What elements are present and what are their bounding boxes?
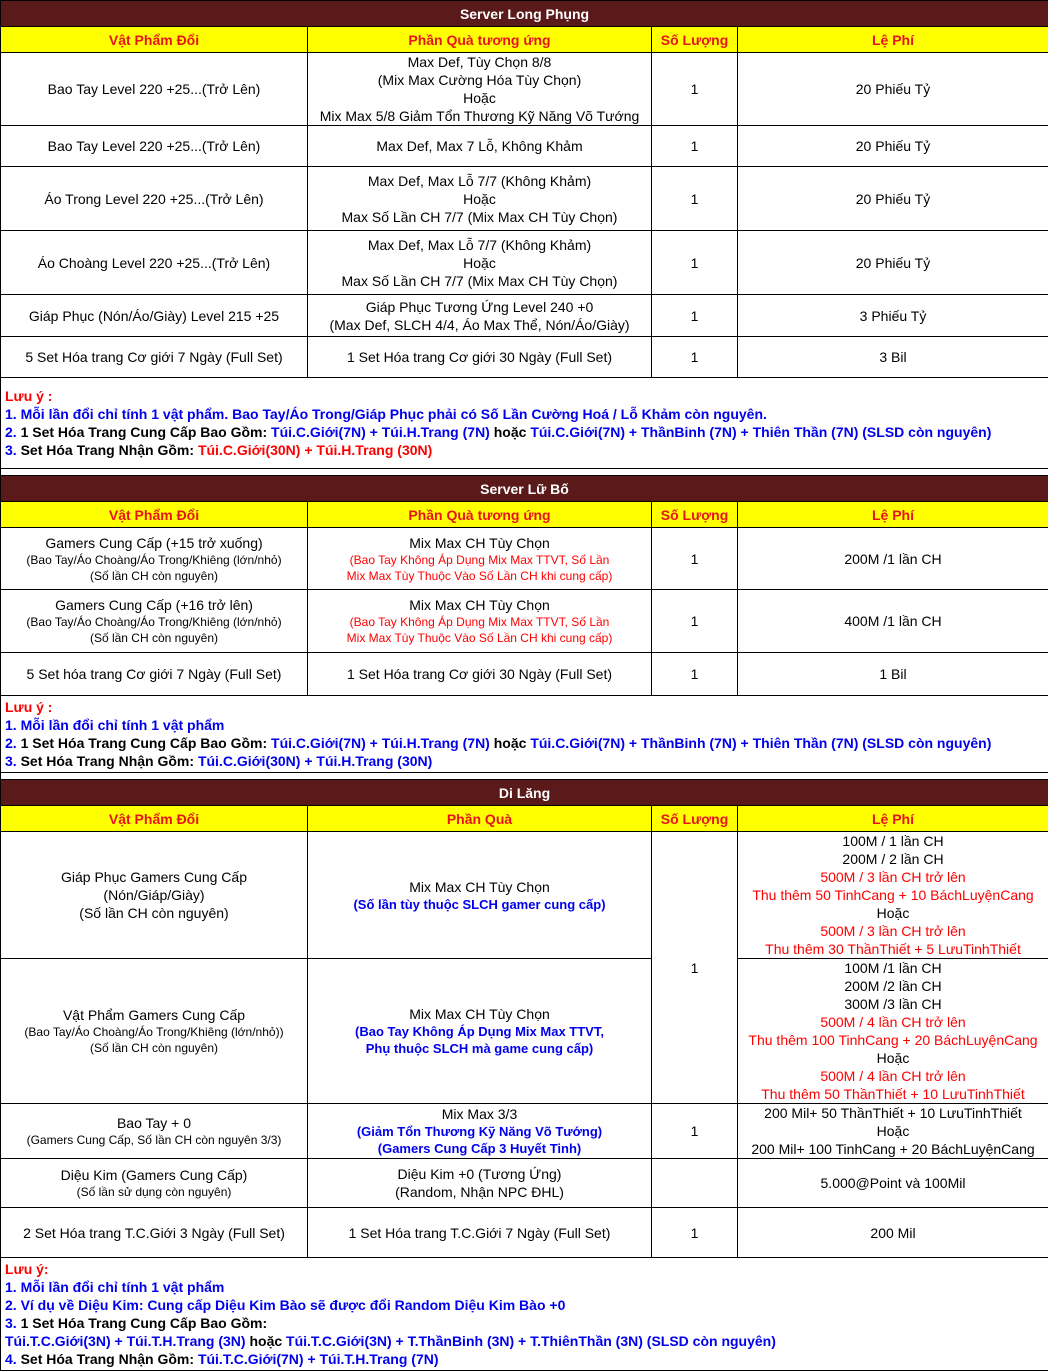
- item-sub: (Số lần sử dụng còn nguyên): [1, 1184, 307, 1200]
- note-value: Túi.T.C.Giới(7N) + Túi.T.H.Trang (7N): [198, 1351, 439, 1367]
- note-num: 1.: [5, 717, 17, 733]
- note-num: 1.: [5, 406, 17, 422]
- reward-cell: Max Def, Max 7 Lỗ, Không Khảm: [308, 126, 652, 167]
- note-line: 1. Mỗi lần đổi chỉ tính 1 vật phẩm: [5, 1278, 1044, 1296]
- reward-cell: [308, 167, 652, 231]
- note-or: hoặc: [490, 424, 530, 440]
- reward-cell: [308, 959, 652, 1104]
- note-line: [5, 1350, 1044, 1368]
- qty-cell: 1: [652, 590, 738, 653]
- note-num: 2.: [5, 735, 17, 751]
- section-title-lu-bo: Server Lữ Bố: [1, 476, 1048, 502]
- item-cell: [1, 832, 308, 959]
- header-fee: Lệ Phí: [738, 806, 1048, 832]
- reward-cell: [308, 528, 652, 590]
- reward-title: Mix Max 3/3: [308, 1105, 651, 1123]
- note-label: 1 Set Hóa Trang Cung Cấp Bao Gồm:: [17, 735, 271, 751]
- note-heading: Lưu ý:: [5, 1260, 1044, 1278]
- reward-note: (Bao Tay Không Áp Dụng Mix Max TTVT,: [308, 1023, 651, 1040]
- note-line: [5, 441, 1044, 459]
- fee-cell: 5.000@Point và 100Mil: [738, 1159, 1048, 1208]
- reward-cell: [308, 295, 652, 337]
- fee-cell: 400M /1 lần CH: [738, 590, 1048, 653]
- fee-line: Hoặc: [738, 1122, 1048, 1140]
- note-line: [5, 1332, 1044, 1350]
- reward-note: (Bao Tay Không Áp Dụng Mix Max TTVT, Số Lần: [308, 614, 651, 630]
- item-cell: [1, 528, 308, 590]
- section-title-di-lang: Di Lăng: [1, 780, 1048, 806]
- item-sub: (Số lần CH còn nguyên): [1, 630, 307, 646]
- item-title: Bao Tay + 0: [1, 1114, 307, 1132]
- header-reward: Phần Quà tương ứng: [308, 27, 652, 53]
- reward-note: Phụ thuộc SLCH mà game cung cấp): [308, 1040, 651, 1057]
- note-label: 1 Set Hóa Trang Cung Cấp Bao Gồm:: [17, 1315, 267, 1331]
- fee-cell: 20 Phiếu Tỷ: [738, 167, 1048, 231]
- fee-cell: 3 Phiếu Tỷ: [738, 295, 1048, 337]
- qty-cell: 1: [652, 653, 738, 696]
- item-sub: (Bao Tay/Áo Choàng/Áo Trong/Khiêng (lớn/nhỏ): [1, 552, 307, 568]
- fee-line: Hoặc: [738, 1049, 1048, 1067]
- fee-line: Thu thêm 100 TinhCang + 20 BáchLuyệnCang: [738, 1031, 1048, 1049]
- item-cell: [1, 959, 308, 1104]
- table-row: [1, 528, 1048, 590]
- table-row: [1, 832, 1048, 959]
- item-sub: (Số lần CH còn nguyên): [1, 1040, 307, 1056]
- reward-note: Mix Max Tùy Thuộc Vào Số Lần CH khi cung cấp): [308, 568, 651, 584]
- note-line: 2. Ví dụ về Diệu Kim: Cung cấp Diệu Kim Bào sẽ được đổi Random Diệu Kim Bào +0: [5, 1296, 1044, 1314]
- qty-cell: 1: [652, 1104, 738, 1159]
- header-qty: Số Lượng: [652, 502, 738, 528]
- note-line: [5, 716, 1044, 734]
- reward-line: (Max Def, SLCH 4/4, Áo Max Thể, Nón/Áo/Giày): [308, 316, 651, 334]
- note-text: Mỗi lần đổi chỉ tính 1 vật phẩm: [17, 717, 225, 733]
- reward-line: Diệu Kim +0 (Tương Ứng): [308, 1165, 651, 1183]
- header-reward: Phần Quà tương ứng: [308, 502, 652, 528]
- fee-cell: 20 Phiếu Tỷ: [738, 231, 1048, 295]
- reward-note: (Gamers Cung Cấp 3 Huyết Tinh): [308, 1140, 651, 1157]
- header-reward: Phần Quà: [308, 806, 652, 832]
- reward-cell: [308, 1159, 652, 1208]
- note-label: Set Hóa Trang Nhận Gồm:: [17, 753, 198, 769]
- note-line: [5, 405, 1044, 423]
- note-label: 1 Set Hóa Trang Cung Cấp Bao Gồm:: [17, 424, 271, 440]
- item-cell: 2 Set Hóa trang T.C.Giới 3 Ngày (Full Set): [1, 1208, 308, 1258]
- item-sub: (Bao Tay/Áo Choàng/Áo Trong/Khiêng (lớn/nhỏ): [1, 614, 307, 630]
- reward-line: (Mix Max Cường Hóa Tùy Chọn): [308, 71, 651, 89]
- note-value: Túi.C.Giới(7N) + ThầnBinh (7N) + Thiên Thần (7N) (SLSD còn nguyên): [530, 735, 991, 751]
- reward-line: Hoặc: [308, 254, 651, 272]
- header-fee: Lệ Phí: [738, 502, 1048, 528]
- fee-cell: 200M /1 lần CH: [738, 528, 1048, 590]
- reward-line: Max Def, Tùy Chọn 8/8: [308, 53, 651, 71]
- item-cell: 5 Set hóa trang Cơ giới 7 Ngày (Full Set): [1, 653, 308, 696]
- reward-line: Mix Max 5/8 Giảm Tổn Thương Kỹ Năng Võ Tướng: [308, 107, 651, 125]
- note-heading: Lưu ý :: [5, 387, 1044, 405]
- note-line: [5, 752, 1044, 770]
- fee-line: 200M /2 lần CH: [738, 977, 1048, 995]
- qty-cell: [652, 1159, 738, 1208]
- table-row: [1, 959, 1048, 1104]
- reward-cell: [308, 590, 652, 653]
- notes-long-phung: [1, 378, 1048, 469]
- note-num: 2.: [5, 424, 17, 440]
- item-cell: [1, 1159, 308, 1208]
- qty-cell: 1: [652, 832, 738, 1104]
- reward-line: Max Số Lần CH 7/7 (Mix Max CH Tùy Chọn): [308, 272, 651, 290]
- fee-cell: 20 Phiếu Tỷ: [738, 126, 1048, 167]
- qty-cell: 1: [652, 231, 738, 295]
- fee-cell: 20 Phiếu Tỷ: [738, 53, 1048, 126]
- note-num: 3.: [5, 753, 17, 769]
- note-num: 3.: [5, 442, 17, 458]
- note-value: Túi.T.C.Giới(3N) + T.ThầnBinh (3N) + T.ThiênThần (3N) (SLSD còn nguyên): [286, 1333, 776, 1349]
- qty-cell: 1: [652, 53, 738, 126]
- fee-line: 500M / 3 lần CH trở lên: [738, 922, 1048, 940]
- reward-line: Max Def, Max Lỗ 7/7 (Không Khảm): [308, 236, 651, 254]
- fee-cell: [738, 832, 1048, 959]
- reward-line: Max Def, Max Lỗ 7/7 (Không Khảm): [308, 172, 651, 190]
- item-title: Vật Phẩm Gamers Cung Cấp: [1, 1006, 307, 1024]
- item-title: Diệu Kim (Gamers Cung Cấp): [1, 1166, 307, 1184]
- reward-title: Mix Max CH Tùy Chọn: [308, 1005, 651, 1023]
- qty-cell: 1: [652, 126, 738, 167]
- item-cell: Áo Trong Level 220 +25...(Trở Lên): [1, 167, 308, 231]
- reward-cell: [308, 53, 652, 126]
- table-row: [1, 295, 1048, 337]
- fee-line: Thu thêm 30 ThầnThiết + 5 LưuTinhThiết: [738, 940, 1048, 958]
- table-header: [1, 806, 1048, 832]
- note-heading: Lưu ý :: [5, 698, 1044, 716]
- table-row: [1, 53, 1048, 126]
- table-row: [1, 167, 1048, 231]
- fee-line: 300M /3 lần CH: [738, 995, 1048, 1013]
- qty-cell: 1: [652, 528, 738, 590]
- fee-line: 100M / 1 lần CH: [738, 832, 1048, 850]
- reward-note: Mix Max Tùy Thuộc Vào Số Lần CH khi cung cấp): [308, 630, 651, 646]
- item-sub: (Gamers Cung Cấp, Số lần CH còn nguyên 3/3): [1, 1132, 307, 1148]
- item-sub: (Số lần CH còn nguyên): [1, 568, 307, 584]
- header-item: Vật Phẩm Đổi: [1, 502, 308, 528]
- notes-lu-bo: [1, 696, 1048, 773]
- reward-note: (Số lần tùy thuộc SLCH gamer cung cấp): [308, 896, 651, 913]
- fee-cell: [738, 1104, 1048, 1159]
- fee-line: Thu thêm 50 ThầnThiết + 10 LưuTinhThiết: [738, 1085, 1048, 1103]
- note-label: Set Hóa Trang Nhận Gồm:: [17, 1351, 198, 1367]
- item-cell: 5 Set Hóa trang Cơ giới 7 Ngày (Full Set): [1, 337, 308, 378]
- notes-di-lang: [1, 1258, 1048, 1371]
- reward-title: Mix Max CH Tùy Chọn: [308, 878, 651, 896]
- table-row: [1, 1159, 1048, 1208]
- reward-cell: 1 Set Hóa trang Cơ giới 30 Ngày (Full Set): [308, 653, 652, 696]
- item-cell: Áo Choàng Level 220 +25...(Trở Lên): [1, 231, 308, 295]
- note-value: Túi.C.Giới(30N) + Túi.H.Trang (30N): [198, 753, 432, 769]
- reward-note: (Giảm Tổn Thương Kỹ Năng Võ Tướng): [308, 1123, 651, 1140]
- fee-line: 200 Mil+ 50 ThầnThiết + 10 LưuTinhThiết: [738, 1104, 1048, 1122]
- table-header: [1, 27, 1048, 53]
- table-row: [1, 231, 1048, 295]
- table-row: [1, 126, 1048, 167]
- reward-line: (Random, Nhận NPC ĐHL): [308, 1183, 651, 1201]
- reward-line: Giáp Phục Tương Ứng Level 240 +0: [308, 298, 651, 316]
- header-item: Vật Phẩm Đổi: [1, 27, 308, 53]
- note-label: Set Hóa Trang Nhận Gồm:: [17, 442, 198, 458]
- note-or: hoặc: [490, 735, 530, 751]
- qty-cell: 1: [652, 295, 738, 337]
- item-title: Gamers Cung Cấp (+16 trở lên): [1, 596, 307, 614]
- item-sub: (Bao Tay/Áo Choàng/Áo Trong/Khiêng (lớn/nhỏ)): [1, 1024, 307, 1040]
- item-cell: [1, 1104, 308, 1159]
- note-text: Mỗi lần đổi chỉ tính 1 vật phẩm. Bao Tay/Áo Trong/Giáp Phục phải có Số Lần Cường Hoá / Lỗ Khảm còn nguyên.: [17, 406, 767, 422]
- item-line: (Nón/Giáp/Giày): [1, 886, 307, 904]
- reward-line: Hoặc: [308, 89, 651, 107]
- fee-cell: 3 Bil: [738, 337, 1048, 378]
- fee-cell: 1 Bil: [738, 653, 1048, 696]
- reward-line: Max Số Lần CH 7/7 (Mix Max CH Tùy Chọn): [308, 208, 651, 226]
- fee-line: Thu thêm 50 TinhCang + 10 BáchLuyệnCang: [738, 886, 1048, 904]
- qty-cell: 1: [652, 1208, 738, 1258]
- fee-line: 200M / 2 lần CH: [738, 850, 1048, 868]
- note-value: Túi.C.Giới(7N) + Túi.H.Trang (7N): [271, 735, 490, 751]
- item-cell: Bao Tay Level 220 +25...(Trở Lên): [1, 126, 308, 167]
- note-value: Túi.C.Giới(7N) + Túi.H.Trang (7N): [271, 424, 490, 440]
- note-value: Túi.C.Giới(30N) + Túi.H.Trang (30N): [198, 442, 432, 458]
- table-row: [1, 1208, 1048, 1258]
- reward-cell: [308, 832, 652, 959]
- fee-line: 500M / 4 lần CH trở lên: [738, 1013, 1048, 1031]
- section-title-long-phung: Server Long Phụng: [1, 1, 1048, 27]
- item-line: Giáp Phục Gamers Cung Cấp: [1, 868, 307, 886]
- fee-line: 500M / 4 lần CH trở lên: [738, 1067, 1048, 1085]
- reward-title: Mix Max CH Tùy Chọn: [308, 534, 651, 552]
- qty-cell: 1: [652, 167, 738, 231]
- note-line: [5, 423, 1044, 441]
- table-row: [1, 337, 1048, 378]
- reward-line: Hoặc: [308, 190, 651, 208]
- table-row: [1, 653, 1048, 696]
- reward-cell: [308, 231, 652, 295]
- note-or: hoặc: [246, 1333, 286, 1349]
- reward-cell: 1 Set Hóa trang T.C.Giới 7 Ngày (Full Set): [308, 1208, 652, 1258]
- item-cell: Bao Tay Level 220 +25...(Trở Lên): [1, 53, 308, 126]
- reward-cell: [308, 1104, 652, 1159]
- fee-line: 100M /1 lần CH: [738, 959, 1048, 977]
- note-line: [5, 1314, 1044, 1332]
- header-fee: Lệ Phí: [738, 27, 1048, 53]
- note-num: 3.: [5, 1315, 17, 1331]
- note-num: 4.: [5, 1351, 17, 1367]
- note-line: [5, 734, 1044, 752]
- reward-title: Mix Max CH Tùy Chọn: [308, 596, 651, 614]
- item-title: Gamers Cung Cấp (+15 trở xuống): [1, 534, 307, 552]
- fee-line: Hoặc: [738, 904, 1048, 922]
- reward-cell: 1 Set Hóa trang Cơ giới 30 Ngày (Full Set): [308, 337, 652, 378]
- item-cell: Giáp Phục (Nón/Áo/Giày) Level 215 +25: [1, 295, 308, 337]
- header-qty: Số Lượng: [652, 806, 738, 832]
- item-line: (Số lần CH còn nguyên): [1, 904, 307, 922]
- fee-line: 200 Mil+ 100 TinhCang + 20 BáchLuyệnCang: [738, 1140, 1048, 1158]
- qty-cell: 1: [652, 337, 738, 378]
- item-cell: [1, 590, 308, 653]
- table-header: [1, 502, 1048, 528]
- fee-cell: 200 Mil: [738, 1208, 1048, 1258]
- note-value: Túi.C.Giới(7N) + ThầnBinh (7N) + Thiên Thần (7N) (SLSD còn nguyên): [530, 424, 991, 440]
- header-item: Vật Phẩm Đổi: [1, 806, 308, 832]
- fee-cell: [738, 959, 1048, 1104]
- table-row: [1, 1104, 1048, 1159]
- reward-note: (Bao Tay Không Áp Dụng Mix Max TTVT, Số Lần: [308, 552, 651, 568]
- note-value: Túi.T.C.Giới(3N) + Túi.T.H.Trang (3N): [5, 1333, 246, 1349]
- header-qty: Số Lượng: [652, 27, 738, 53]
- table-row: [1, 590, 1048, 653]
- fee-line: 500M / 3 lần CH trở lên: [738, 868, 1048, 886]
